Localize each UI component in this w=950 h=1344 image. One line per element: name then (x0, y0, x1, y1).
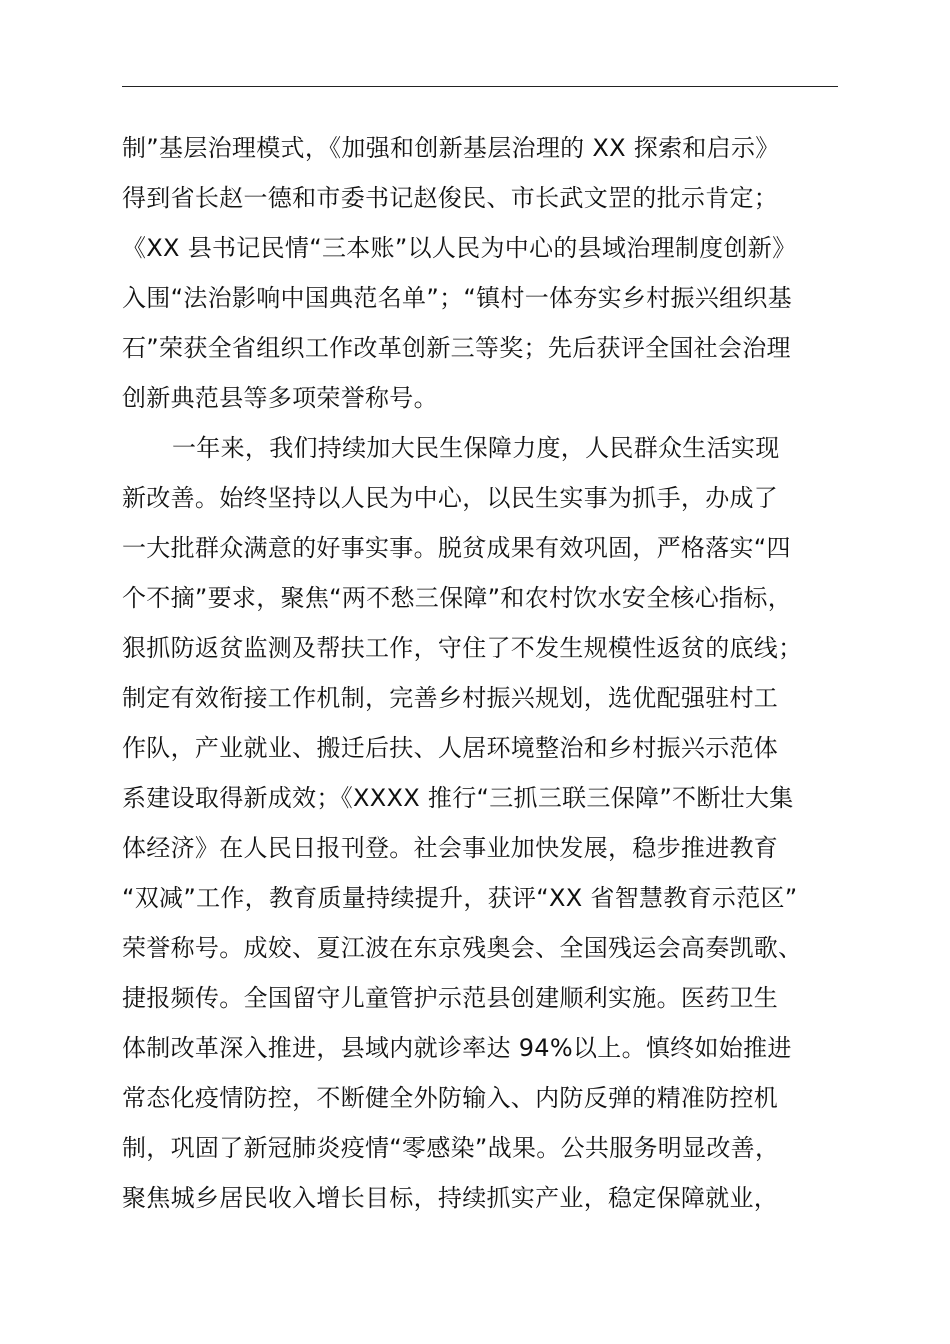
text-line: 狠抓防返贫监测及帮扶工作，守住了不发生规模性返贫的底线； (122, 634, 803, 662)
text-line: 制，巩固了新冠肺炎疫情“零感染”战果。公共服务明显改善， (122, 1134, 780, 1162)
text-line: 体经济》在人民日报刊登。社会事业加快发展，稳步推进教育 (122, 834, 779, 862)
text-line: 石”荣获全省组织工作改革创新三等奖；先后获评全国社会治理 (122, 334, 791, 362)
text-line: 荣誉称号。成姣、夏江波在东京残奥会、全国残运会高奏凯歌、 (122, 934, 803, 962)
text-line: 捷报频传。全国留守儿童管护示范县创建顺利实施。医药卫生 (122, 984, 779, 1012)
text-line: 作队，产业就业、搬迁后扶、人居环境整治和乡村振兴示范体 (122, 734, 779, 762)
text-line: 一年来，我们持续加大民生保障力度，人民群众生活实现 (172, 434, 780, 462)
text-line: 制定有效衔接工作机制，完善乡村振兴规划，选优配强驻村工 (122, 684, 779, 712)
paragraph-1 (122, 125, 862, 425)
text-line: 体制改革深入推进，县域内就诊率达 94%以上。慎终如始推进 (122, 1034, 792, 1062)
text-line: 《XX 县书记民情“三本账”以人民为中心的县域治理制度创新》 (122, 234, 797, 262)
text-line: 常态化疫情防控，不断健全外防输入、内防反弹的精准防控机 (122, 1084, 779, 1112)
paragraph-2 (122, 425, 862, 1225)
text-line: “双减”工作，教育质量持续提升，获评“XX 省智慧教育示范区” (122, 884, 798, 912)
header-rule (122, 86, 838, 87)
text-line: 个不摘”要求，聚焦“两不愁三保障”和农村饮水安全核心指标， (122, 584, 792, 612)
text-line: 系建设取得新成效；《XXXX 推行“三抓三联三保障”不断壮大集 (122, 784, 794, 812)
text-line: 入围“法治影响中国典范名单”；“镇村一体夯实乡村振兴组织基 (122, 284, 792, 312)
document-body (122, 125, 862, 1225)
text-line: 聚焦城乡居民收入增长目标，持续抓实产业，稳定保障就业， (122, 1184, 779, 1212)
text-line: 制”基层治理模式，《加强和创新基层治理的 XX 探索和启示》 (122, 134, 780, 162)
text-line: 得到省长赵一德和市委书记赵俊民、市长武文罡的批示肯定； (122, 184, 779, 212)
text-line: 一大批群众满意的好事实事。脱贫成果有效巩固，严格落实“四 (122, 534, 791, 562)
text-line: 创新典范县等多项荣誉称号。 (122, 384, 438, 412)
text-line: 新改善。始终坚持以人民为中心，以民生实事为抓手，办成了 (122, 484, 779, 512)
